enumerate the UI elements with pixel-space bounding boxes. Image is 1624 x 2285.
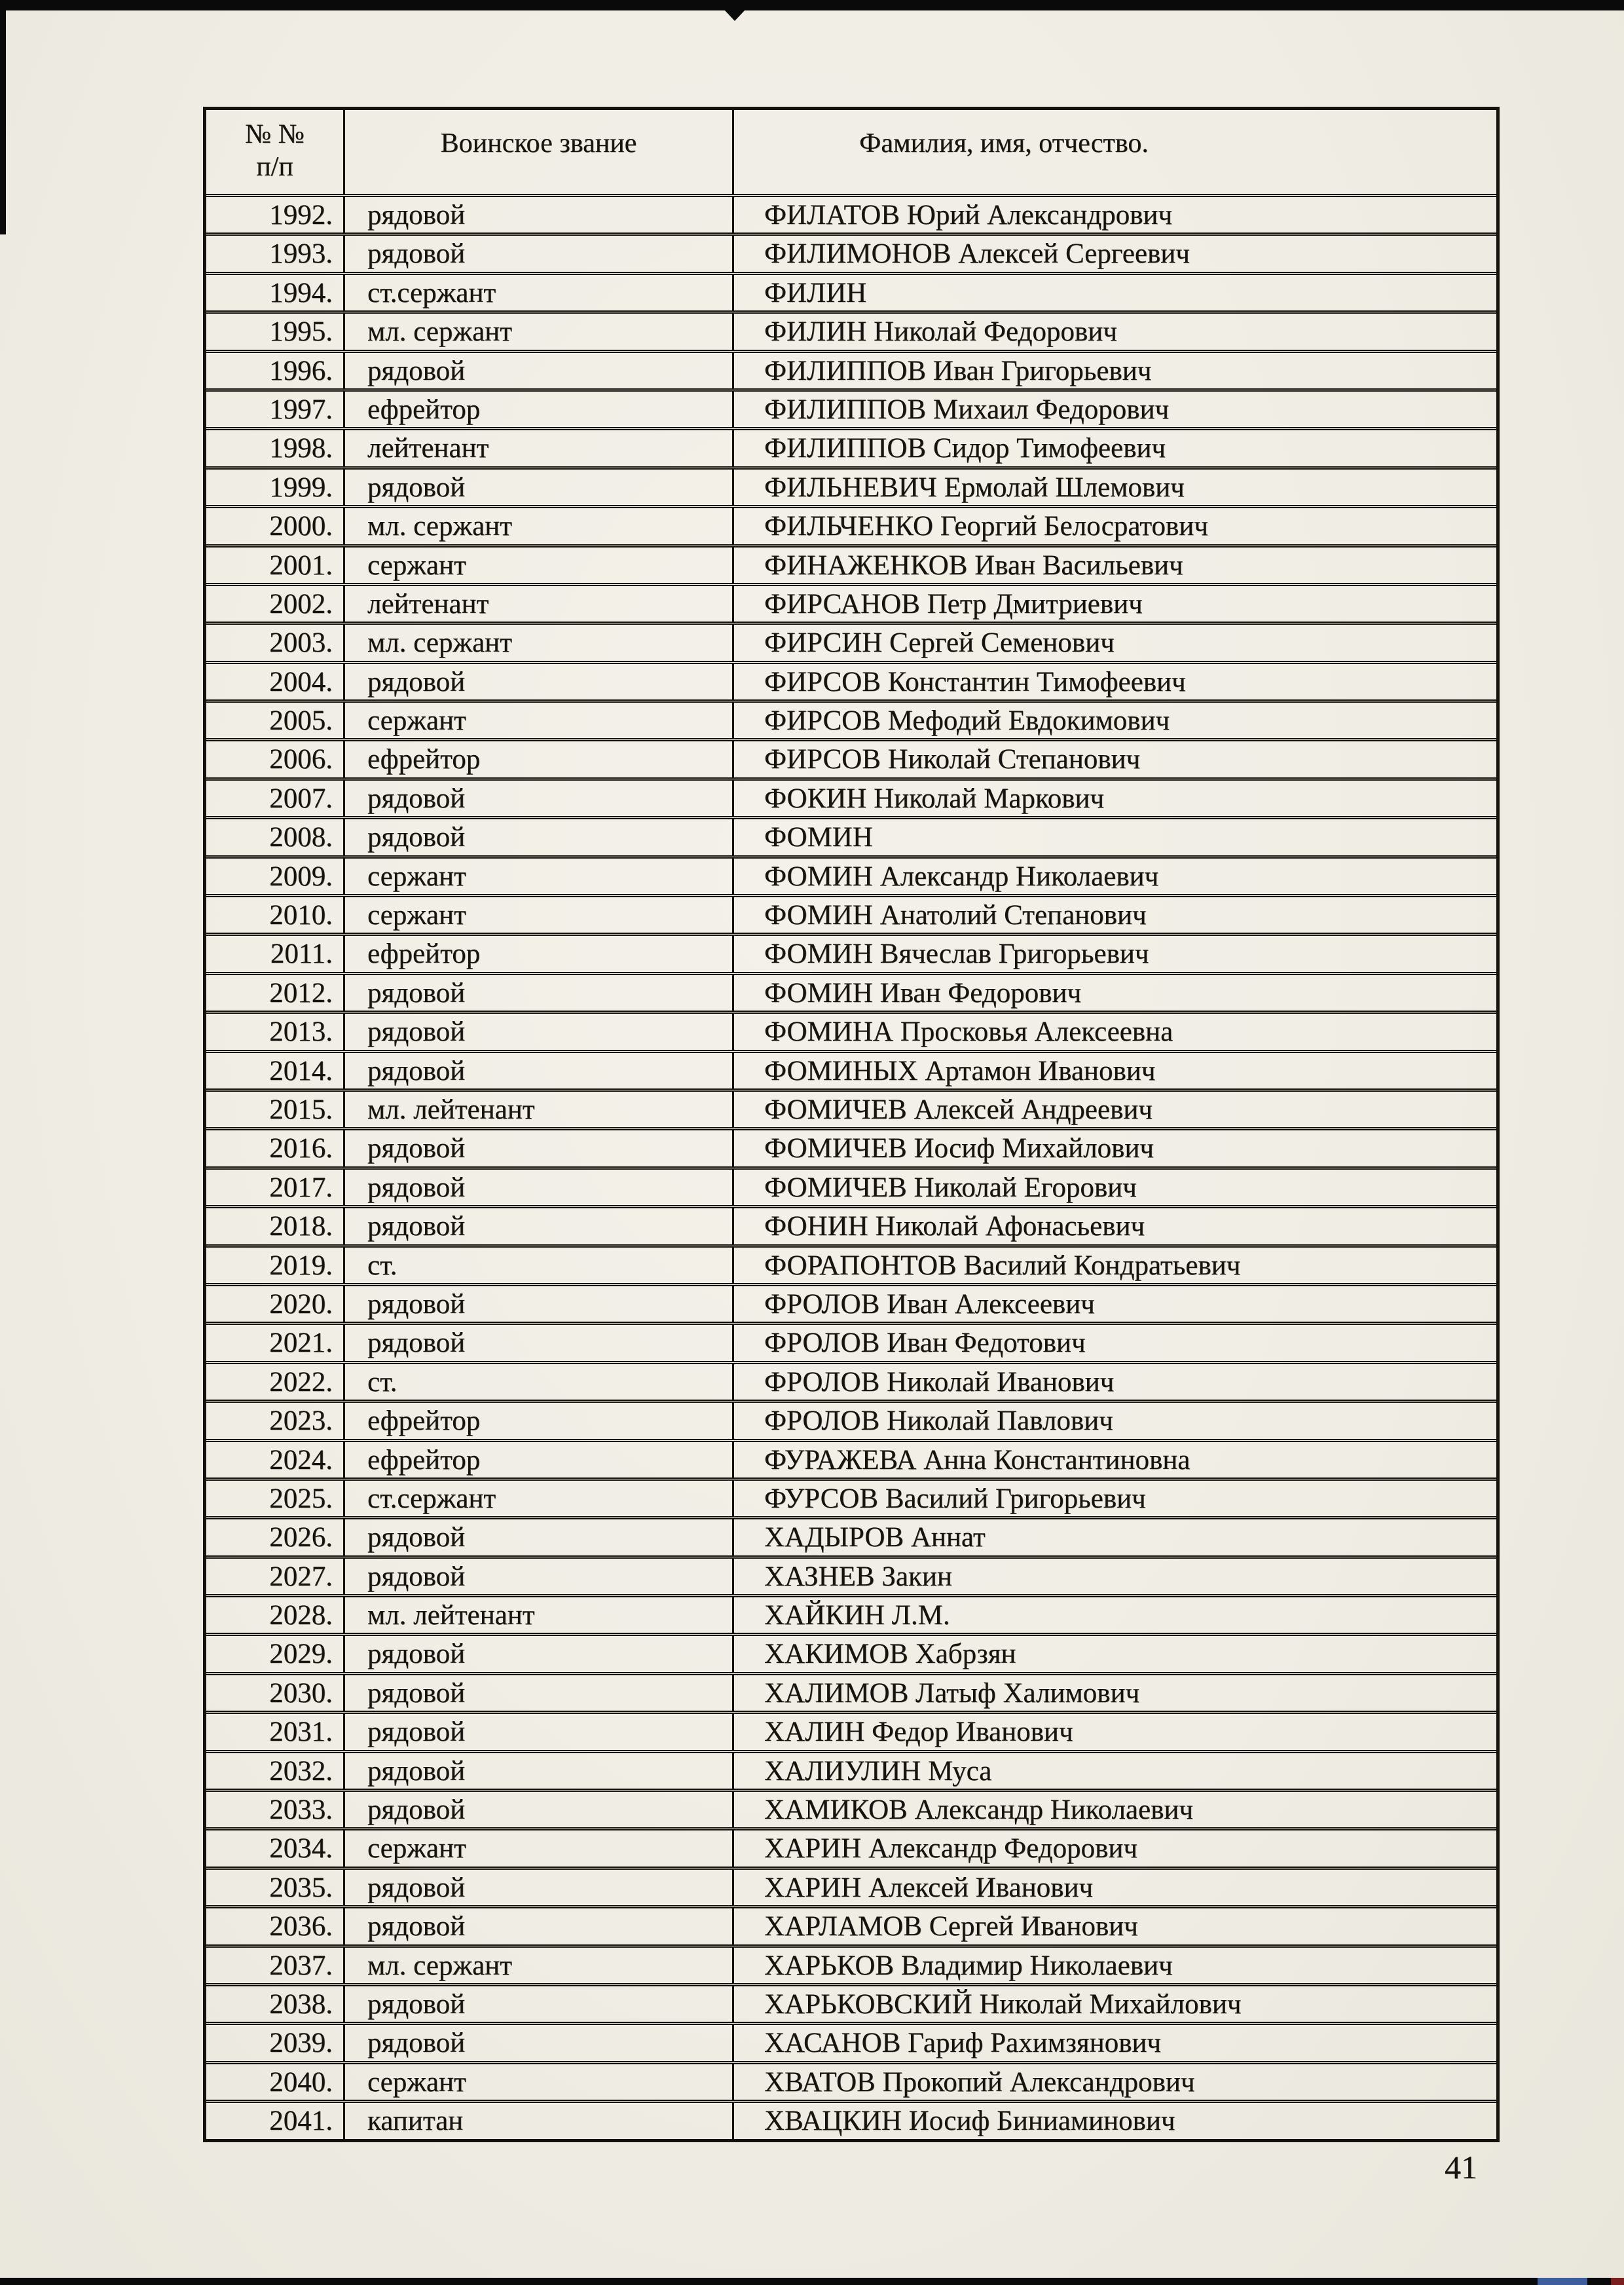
row-rank: рядовой [343,1130,732,1166]
table-row [206,622,1496,660]
scan-edge-top [0,0,1624,10]
row-rank: капитан [343,2103,732,2138]
scan-edge-notch [724,10,745,21]
row-name: ФРОЛОВ Николай Иванович [732,1364,1496,1400]
row-rank: сержант [343,859,732,894]
row-rank: мл. сержант [343,508,732,544]
row-number: 2005. [269,705,333,737]
row-name: ФИРСАНОВ Петр Дмитриевич [732,586,1496,622]
row-number: 2010. [269,900,333,931]
row-number: 2020. [269,1288,333,1320]
row-rank: сержант [343,1830,732,1866]
row-number: 2019. [269,1250,333,1281]
row-name: ХАЛИУЛИН Муса [732,1753,1496,1789]
table-row [206,583,1496,622]
row-rank: рядовой [343,975,732,1011]
table-row [206,194,1496,232]
table-row [206,1944,1496,1983]
row-number: 2012. [269,977,333,1009]
table-row [206,544,1496,583]
row-name: ФИЛАТОВ Юрий Александрович [732,197,1496,232]
row-number: 2029. [269,1639,333,1670]
table-row [206,894,1496,933]
row-rank: рядовой [343,1908,732,1944]
row-name: ФИЛИППОВ Сидор Тимофеевич [732,430,1496,466]
row-rank: ефрейтор [343,936,732,971]
row-rank: ст.сержант [343,275,732,310]
row-rank: рядовой [343,1870,732,1905]
row-rank: рядовой [343,197,732,232]
row-rank: рядовой [343,1170,732,1205]
table-row [206,1983,1496,2022]
row-number: 1993. [269,238,333,270]
table-row [206,1361,1496,1400]
row-rank: рядовой [343,1053,732,1088]
table-row [206,2061,1496,2100]
row-rank: рядовой [343,1325,732,1360]
row-rank: рядовой [343,1792,732,1827]
row-name: ФОКИН Николай Маркович [732,781,1496,816]
row-rank: мл. сержант [343,314,732,349]
table-row [206,350,1496,388]
table-row [206,2100,1496,2138]
row-number: 2003. [269,627,333,659]
header-number-line2: п/п [256,152,293,183]
row-rank: ст. [343,1364,732,1400]
row-number: 2008. [269,822,333,853]
row-name: ФОРАПОНТОВ Василий Кондратьевич [732,1248,1496,1283]
table-row [206,1205,1496,1244]
table-row [206,1439,1496,1477]
row-number: 2040. [269,2066,333,2098]
row-rank: ефрейтор [343,741,732,777]
row-number: 2021. [269,1328,333,1359]
row-name: ФИЛИН Николай Федорович [732,314,1496,349]
table-row [206,388,1496,427]
table-row [206,1011,1496,1049]
row-name: ХАЛИМОВ Латыф Халимович [732,1675,1496,1711]
row-number: 2041. [269,2106,333,2137]
row-number: 2015. [269,1094,333,1125]
row-rank: рядовой [343,1208,732,1244]
row-name: ХАРЬКОВСКИЙ Николай Михайлович [732,1986,1496,2022]
row-name: ФОМИН [732,819,1496,855]
row-rank: рядовой [343,470,732,505]
header-name-column: Фамилия, имя, отчество. [732,110,1496,194]
row-rank: ст.сержант [343,1481,732,1516]
table-row [206,1594,1496,1633]
row-name: ФИЛИППОВ Иван Григорьевич [732,353,1496,388]
row-name: ФОМИЧЕВ Иосиф Михайлович [732,1130,1496,1166]
table-row [206,661,1496,699]
row-name: ФОМИН Анатолий Степанович [732,897,1496,933]
row-name: ФИЛИН [732,275,1496,310]
table-row [206,1127,1496,1166]
row-number: 2018. [269,1211,333,1242]
row-number: 2002. [269,588,333,620]
scan-edge-bottom [0,2278,1624,2285]
table-header-row [206,110,1496,194]
header-number-line1: № № [245,119,304,149]
table-row [206,1905,1496,1944]
table-row [206,1711,1496,1749]
table-row [206,1166,1496,1205]
row-rank: сержант [343,2064,732,2100]
row-number: 1994. [269,277,333,308]
row-rank: рядовой [343,1986,732,2022]
row-name: ХАСАНОВ Гариф Рахимзянович [732,2025,1496,2060]
row-rank: рядовой [343,1753,732,1789]
row-number: 2028. [269,1600,333,1631]
row-number: 2007. [269,783,333,814]
row-number: 2037. [269,1950,333,1981]
row-name: ФОМИН Александр Николаевич [732,859,1496,894]
row-name: ХАЗНЕВ Закин [732,1559,1496,1594]
table-row [206,1750,1496,1789]
row-name: ХАДЫРОВ Аннат [732,1519,1496,1555]
row-name: ХАКИМОВ Хабрзян [732,1636,1496,1671]
row-number: 2011. [270,938,333,970]
row-rank: ефрейтор [343,1403,732,1438]
row-name: ХАРИН Алексей Иванович [732,1870,1496,1905]
table-row [206,1322,1496,1360]
row-number: 2001. [269,549,333,581]
row-rank: мл. сержант [343,1948,732,1983]
row-name: ФРОЛОВ Николай Павлович [732,1403,1496,1438]
row-rank: рядовой [343,781,732,816]
table-row [206,1477,1496,1516]
table-row [206,972,1496,1011]
row-number: 2014. [269,1055,333,1087]
row-rank: лейтенант [343,586,732,622]
table-row [206,1867,1496,1905]
row-name: ХАЛИН Федор Иванович [732,1714,1496,1749]
scan-edge-blue-mark [1538,2278,1587,2285]
row-number: 2027. [269,1561,333,1592]
table-row [206,310,1496,349]
row-number: 2030. [269,1677,333,1709]
table-row [206,933,1496,971]
row-name: ХАМИКОВ Александр Николаевич [732,1792,1496,1827]
row-number: 2025. [269,1483,333,1514]
row-name: ФОМИНЫХ Артамон Иванович [732,1053,1496,1088]
row-number: 1997. [269,394,333,425]
table-row [206,816,1496,855]
row-number: 1995. [269,316,333,348]
row-number: 2016. [269,1133,333,1164]
row-rank: ст. [343,1248,732,1283]
row-name: ФИРСИН Сергей Семенович [732,625,1496,660]
row-number: 2035. [269,1872,333,1903]
row-name: ФОМИЧЕВ Николай Егорович [732,1170,1496,1205]
row-rank: рядовой [343,236,732,271]
table-row [206,699,1496,738]
table-row [206,1827,1496,1866]
row-number: 2036. [269,1911,333,1942]
row-number: 2006. [269,744,333,775]
row-number: 2022. [269,1366,333,1398]
table-row [206,1555,1496,1594]
scan-edge-left [0,0,6,234]
row-name: ХАРЛАМОВ Сергей Иванович [732,1908,1496,1944]
row-rank: рядовой [343,1636,732,1671]
table-row [206,272,1496,310]
row-number: 1996. [269,355,333,386]
row-rank: рядовой [343,353,732,388]
table-row [206,1672,1496,1711]
row-name: ХАРЬКОВ Владимир Николаевич [732,1948,1496,1983]
table-row [206,2022,1496,2060]
row-number: 2026. [269,1522,333,1553]
row-name: ХВАТОВ Прокопий Александрович [732,2064,1496,2100]
row-rank: рядовой [343,1286,732,1322]
table-row [206,738,1496,777]
row-rank: рядовой [343,1714,732,1749]
row-rank: рядовой [343,1559,732,1594]
row-number: 2031. [269,1717,333,1748]
row-name: ФУРАЖЕВА Анна Константиновна [732,1442,1496,1477]
scan-edge-red-mark [1611,2278,1624,2285]
row-rank: лейтенант [343,430,732,466]
row-rank: сержант [343,548,732,583]
table-row [206,1789,1496,1827]
row-name: ФИЛЬНЕВИЧ Ермолай Шлемович [732,470,1496,505]
table-row [206,466,1496,505]
row-name: ФИРСОВ Константин Тимофеевич [732,664,1496,699]
row-name: ФИЛИППОВ Михаил Федорович [732,392,1496,427]
row-rank: рядовой [343,1519,732,1555]
row-name: ФОМИН Иван Федорович [732,975,1496,1011]
row-rank: рядовой [343,819,732,855]
row-name: ФИЛЬЧЕНКО Георгий Белосратович [732,508,1496,544]
row-number: 2038. [269,1988,333,2020]
row-name: ФОМИН Вячеслав Григорьевич [732,936,1496,971]
table-row [206,1516,1496,1555]
table-row [206,1244,1496,1283]
row-number: 2034. [269,1833,333,1865]
table-row [206,232,1496,271]
row-name: ХВАЦКИН Иосиф Биниаминович [732,2103,1496,2138]
table-row [206,855,1496,894]
row-name: ХАЙКИН Л.М. [732,1597,1496,1633]
row-rank: рядовой [343,1014,732,1049]
table-row [206,1633,1496,1671]
personnel-table [203,107,1500,2142]
row-name: ФОМИНА Просковья Алексеевна [732,1014,1496,1049]
row-number: 2000. [269,511,333,542]
row-name: ФИРСОВ Николай Степанович [732,741,1496,777]
row-number: 2039. [269,2028,333,2059]
row-name: ФИРСОВ Мефодий Евдокимович [732,703,1496,738]
row-number: 2033. [269,1794,333,1826]
row-name: ФРОЛОВ Иван Федотович [732,1325,1496,1360]
table-row [206,1400,1496,1438]
row-name: ФРОЛОВ Иван Алексеевич [732,1286,1496,1322]
row-number: 1992. [269,200,333,231]
row-number: 2032. [269,1755,333,1787]
table-body [206,194,1496,2139]
table-row [206,427,1496,466]
table-row [206,1050,1496,1088]
header-number-column [206,110,343,194]
row-rank: рядовой [343,1675,732,1711]
table-row [206,777,1496,816]
row-name: ФИНАЖЕНКОВ Иван Васильевич [732,548,1496,583]
row-name: ФУРСОВ Василий Григорьевич [732,1481,1496,1516]
table-row [206,1283,1496,1322]
row-name: ФИЛИМОНОВ Алексей Сергеевич [732,236,1496,271]
row-number: 2013. [269,1016,333,1048]
row-rank: мл. лейтенант [343,1092,732,1127]
row-rank: ефрейтор [343,1442,732,1477]
row-name: ФОМИЧЕВ Алексей Андреевич [732,1092,1496,1127]
row-name: ФОНИН Николай Афонасьевич [732,1208,1496,1244]
row-rank: мл. сержант [343,625,732,660]
row-number: 1999. [269,472,333,503]
row-name: ХАРИН Александр Федорович [732,1830,1496,1866]
row-rank: сержант [343,897,732,933]
row-number: 2024. [269,1444,333,1476]
header-rank-column: Воинское звание [343,110,732,194]
row-number: 2004. [269,666,333,697]
table-row [206,1088,1496,1127]
row-rank: рядовой [343,2025,732,2060]
table-row [206,505,1496,544]
row-number: 1998. [269,433,333,464]
row-number: 2009. [269,861,333,892]
row-rank: сержант [343,703,732,738]
row-rank: рядовой [343,664,732,699]
row-rank: ефрейтор [343,392,732,427]
row-rank: мл. лейтенант [343,1597,732,1633]
row-number: 2023. [269,1405,333,1437]
page-number: 41 [1445,2149,1477,2185]
row-number: 2017. [269,1172,333,1203]
